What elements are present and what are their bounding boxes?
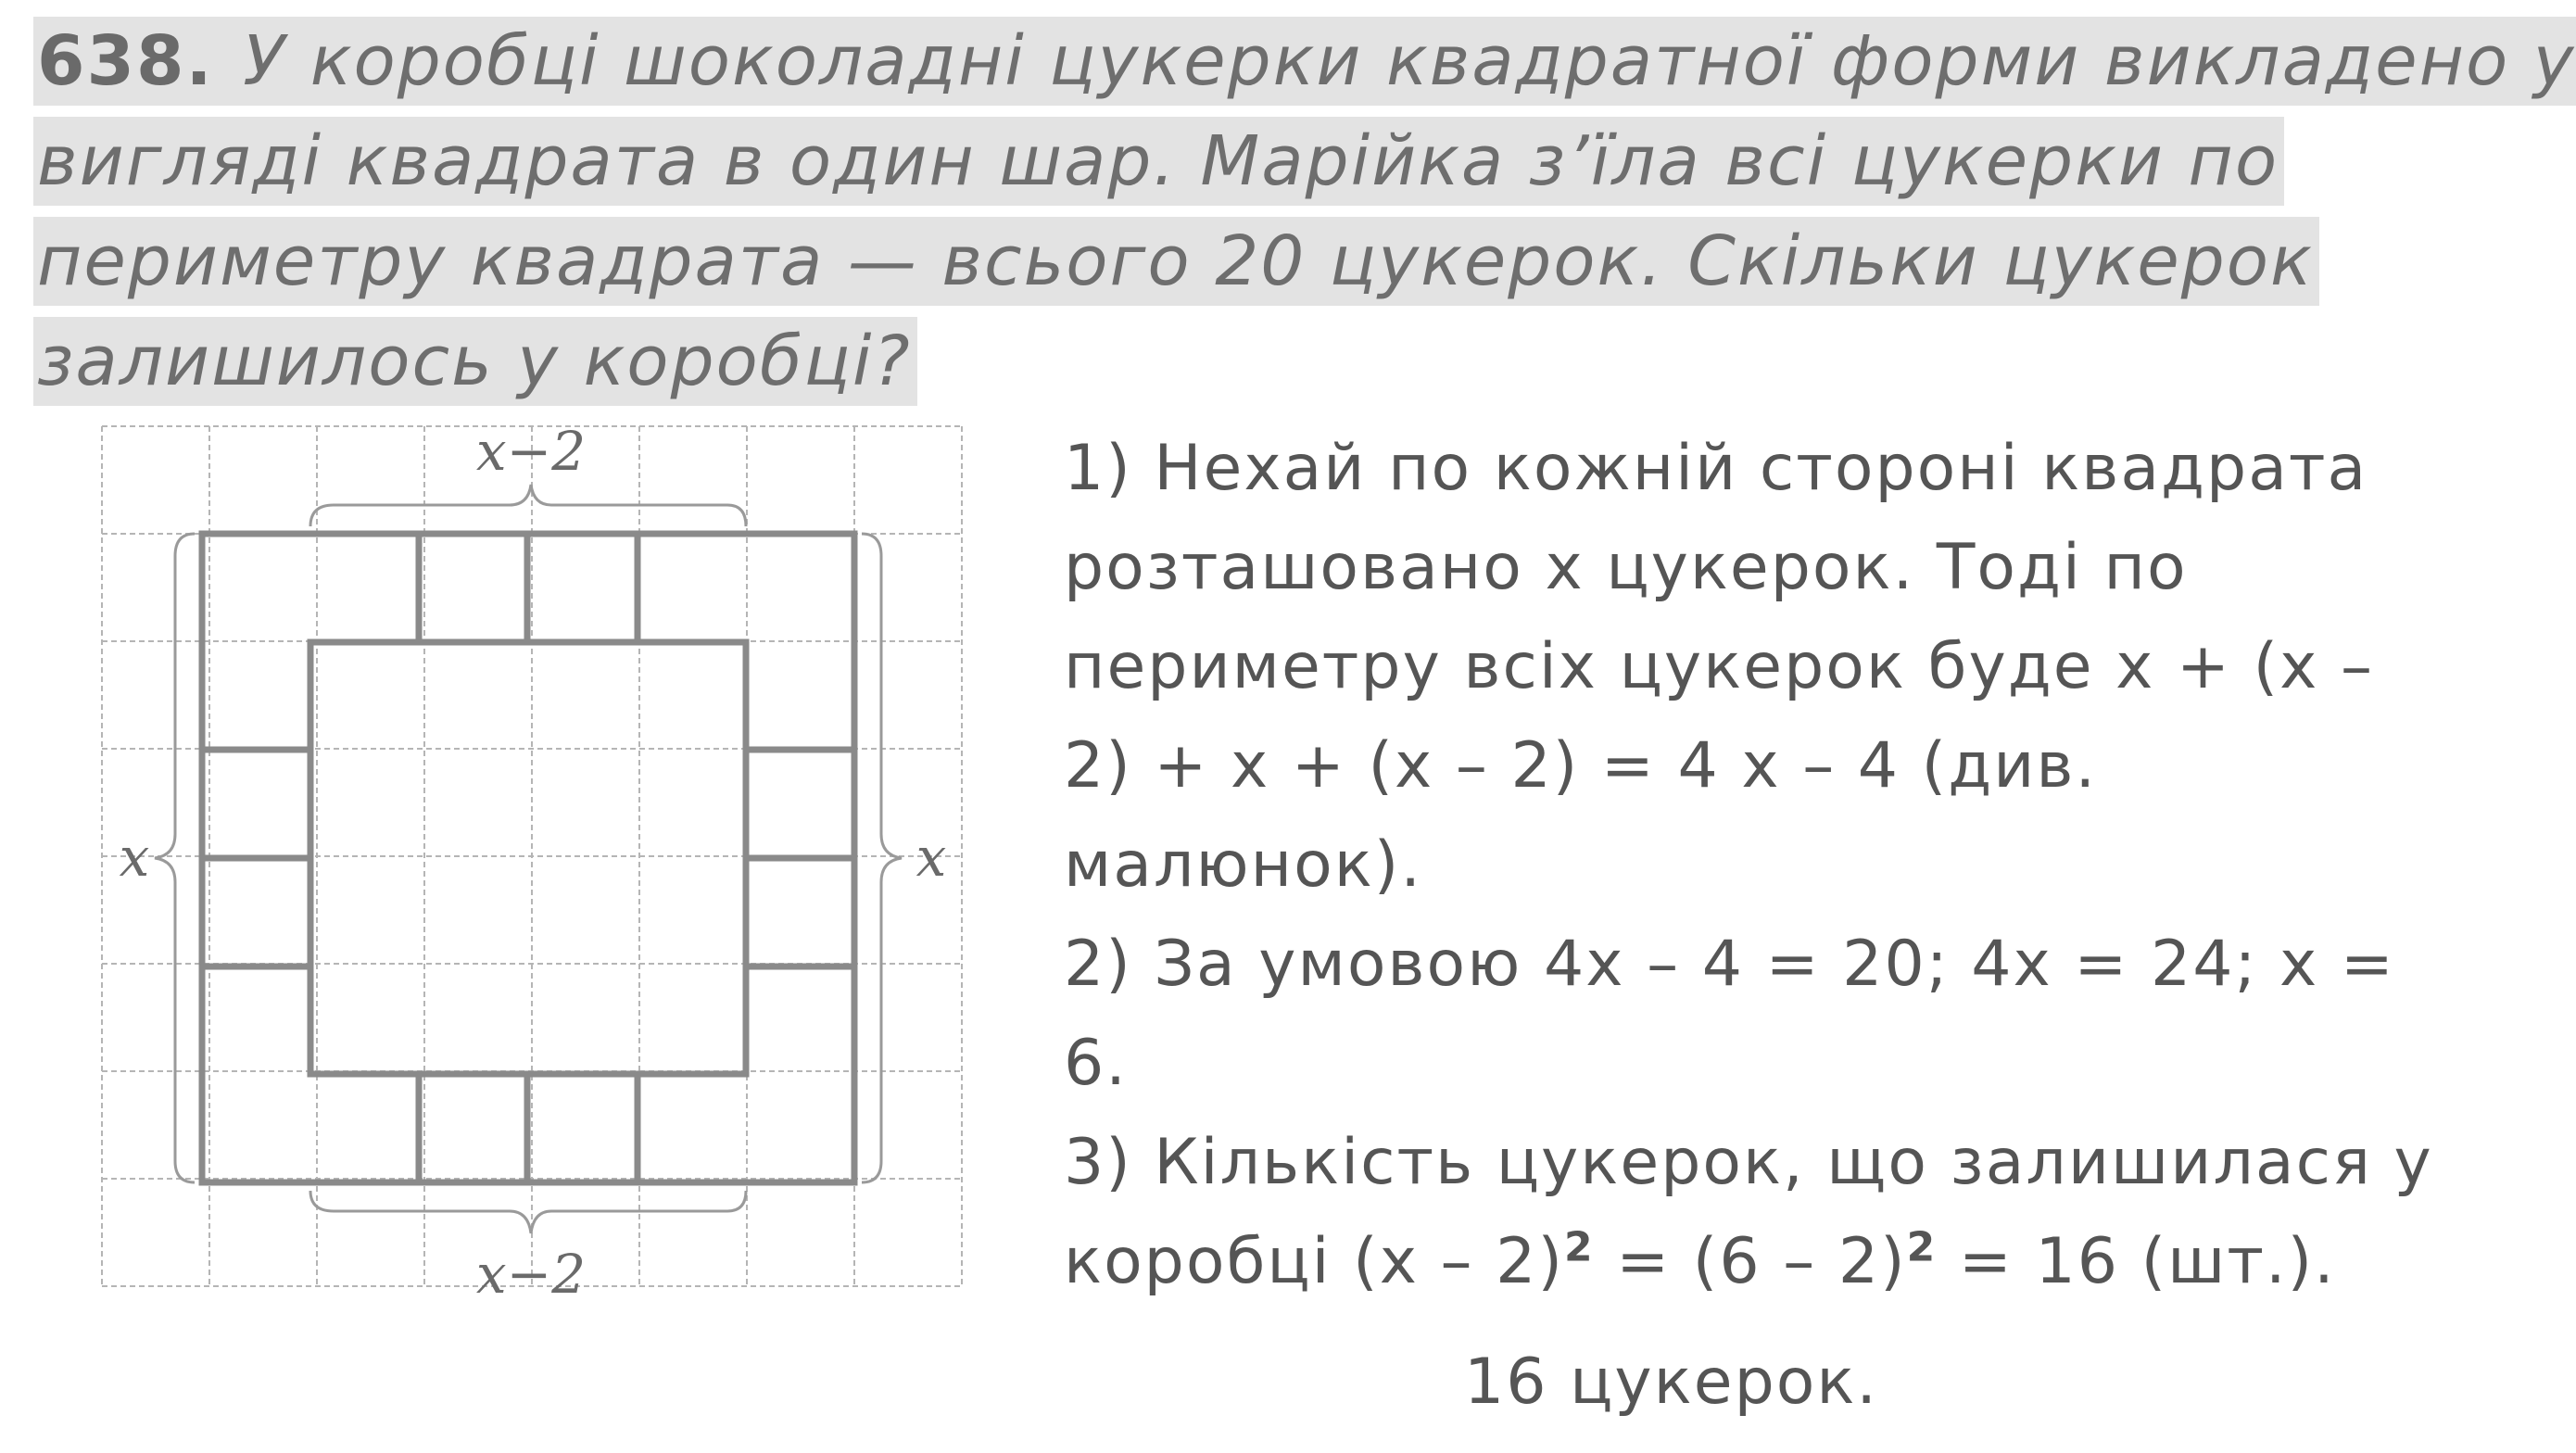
- formula-part-a: коробці (х – 2): [1064, 1225, 1564, 1298]
- label-right: x: [915, 826, 947, 889]
- solution-line-6: 2) За умовою 4х – 4 = 20; 4х = 24; х =: [1064, 928, 2395, 1001]
- solution-line-3: периметру всіх цукерок буде х + (х –: [1064, 630, 2375, 703]
- solution-line-8: 3) Кількість цукерок, що залишилася у: [1064, 1126, 2433, 1199]
- solution: [1064, 419, 2565, 1311]
- candy-square: [202, 534, 854, 1182]
- formula-part-b: = (6 – 2): [1594, 1225, 1907, 1298]
- exponent-1: 2: [1563, 1223, 1595, 1271]
- label-top: x−2: [475, 420, 587, 483]
- solution-line-1: 1) Нехай по кожній стороні квадрата: [1064, 432, 2368, 505]
- exponent-2: 2: [1906, 1223, 1938, 1271]
- formula-part-c: = 16 (шт.).: [1937, 1225, 2336, 1298]
- problem-number: 638.: [37, 21, 214, 101]
- grid-diagram: [88, 412, 978, 1311]
- problem-line-2: вигляді квадрата в один шар. Марійка з’їла всі цукерки по: [33, 117, 2284, 206]
- inner-square-outline: [310, 642, 746, 1074]
- problem-line-4: залишилось у коробці?: [33, 317, 917, 406]
- label-bottom: x−2: [475, 1243, 587, 1306]
- solution-line-2: розташовано х цукерок. Тоді по: [1064, 531, 2188, 604]
- bottom-brace: [310, 1191, 746, 1233]
- solution-line-7: 6.: [1064, 1027, 1128, 1100]
- solution-line-4: 2) + х + (х – 2) = 4 х – 4 (див.: [1064, 729, 2098, 802]
- label-left: x: [119, 826, 150, 889]
- problem-line-1: [33, 17, 2576, 106]
- answer: 16 цукерок.: [1464, 1346, 1879, 1419]
- solution-line-9: [1064, 1212, 2565, 1311]
- top-brace: [310, 485, 746, 526]
- right-brace: [862, 534, 902, 1182]
- left-brace: [155, 534, 195, 1182]
- solution-line-5: малюнок).: [1064, 828, 1422, 902]
- problem-text-1: У коробці шоколадні цукерки квадратної форми викладено у: [243, 21, 2576, 101]
- problem-line-3: периметру квадрата — всього 20 цукерок. Скільки цукерок: [33, 217, 2319, 306]
- candy-box-figure: [88, 412, 978, 1311]
